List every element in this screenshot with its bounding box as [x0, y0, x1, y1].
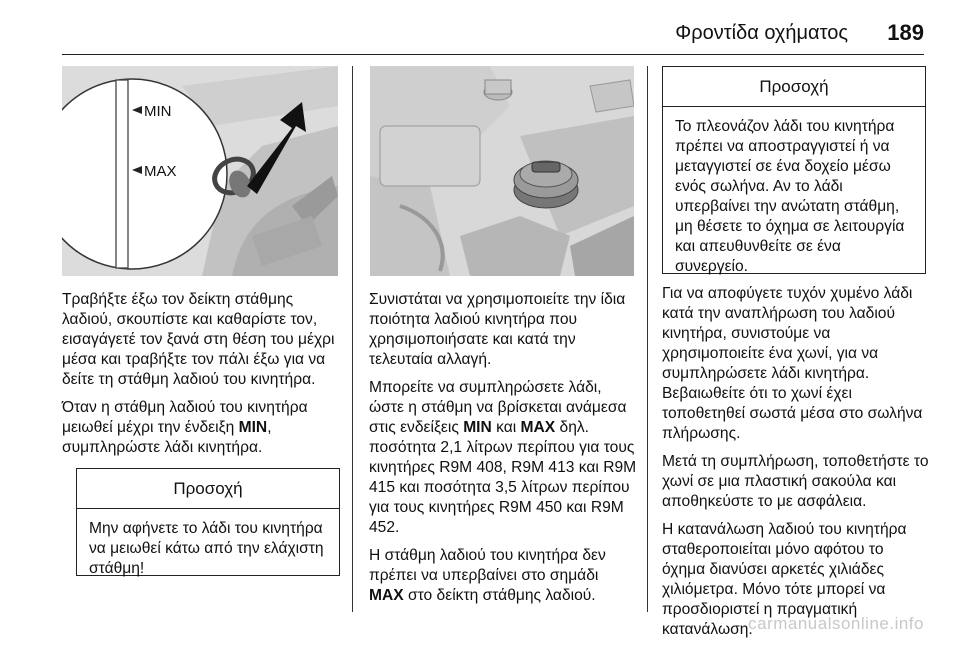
header-rule: [62, 54, 924, 55]
col3-paragraph-3: Η κατανάλωση λαδιού του κινητήρα σταθεροποιείται μόνο αφότου το όχημα διανύσει αρκετές χιλιάδες χιλιόμετρα. Μόνο τότε μπορεί να προσδιοριστεί η πραγματική κατανάλωση.: [662, 521, 907, 638]
caution-box-2: [662, 66, 926, 274]
caution-heading: Προσοχή: [77, 469, 339, 509]
watermark: carmanualsonline.info: [748, 614, 924, 633]
col1-paragraph-2: Όταν η στάθμη λαδιού του κινητήρα μειωθεί μέχρι την ένδειξη MIN, συμπληρώστε λάδι κινητήρα.: [62, 399, 308, 456]
dipstick-figure: [62, 66, 338, 276]
page-number: 189: [887, 20, 924, 45]
column-divider-2: [647, 66, 648, 612]
dipstick-max-label: MAX: [144, 163, 177, 180]
dipstick-min-label: MIN: [144, 103, 172, 120]
col2-paragraph-3: Η στάθμη λαδιού του κινητήρα δεν πρέπει να υπερβαίνει στο σημάδι MAX στο δείκτη στάθμης λαδιού.: [369, 547, 606, 604]
caution-box-1: [76, 468, 340, 576]
col1-paragraph-1: Τραβήξτε έξω τον δείκτη στάθμης λαδιού, σκουπίστε και καθαρίστε τον, εισαγάγετέ τον ξανά στη θέση του μέχρι μέσα και τραβήξτε τον πάλι έξω για να δείτε τη στάθμη λαδιού του κινητήρα.: [62, 291, 335, 388]
column-2: [369, 290, 637, 614]
col3-paragraph-1: Για να αποφύγετε τυχόν χυμένο λάδι κατά την αναπλήρωση του λαδιού κινητήρα, συνιστούμε να χρησιμοποιείτε ένα χωνί, για να συμπληρώσετε λάδι κινητήρα. Βεβαιωθείτε ότι το χωνί έχει τοποθετηθεί σωστά μέσα στο σωλήνα πλήρωσης.: [662, 285, 923, 442]
column-3: [662, 284, 930, 648]
col3-paragraph-2: Μετά τη συμπλήρωση, τοποθετήστε το χωνί σε μια πλαστική σακούλα και αποθηκεύστε το με ασφάλεια.: [662, 453, 929, 510]
page-header-title: Φροντίδα οχήματος: [675, 22, 848, 44]
col2-paragraph-2: Μπορείτε να συμπληρώσετε λάδι, ώστε η στάθμη να βρίσκεται ανάμεσα στις ενδείξεις MIN και MAX δηλ. ποσότητα 2,1 λίτρων περίπου για τους κινητήρες R9M 408, R9M 413 και R9M 415 και ποσότητα 3,5 λίτρων περίπου για τους κινητήρες R9M 450 και R9M 452.: [369, 379, 637, 536]
column-1: [62, 290, 342, 466]
col2-paragraph-1: Συνιστάται να χρησιμοποιείτε την ίδια ποιότητα λαδιού κινητήρα που χρησιμοποιήσατε και κατά την τελευταία αλλαγή.: [369, 291, 626, 368]
column-divider-1: [352, 66, 353, 612]
caution-heading: Προσοχή: [663, 67, 925, 107]
caution-text: Το πλεονάζον λάδι του κινητήρα πρέπει να αποστραγγιστεί ή να μεταγγιστεί σε ένα δοχείο μέσω ενός σωλήνα. Αν το λάδι υπερβαίνει την ανώτατη στάθμη, μη θέσετε το όχημα σε λειτουργία και απευθυνθείτε σε ένα συνεργείο.: [675, 118, 905, 275]
oil-filler-figure: [370, 66, 634, 276]
caution-text: Μην αφήνετε το λάδι του κινητήρα να μειωθεί κάτω από την ελάχιστη στάθμη!: [89, 520, 324, 577]
